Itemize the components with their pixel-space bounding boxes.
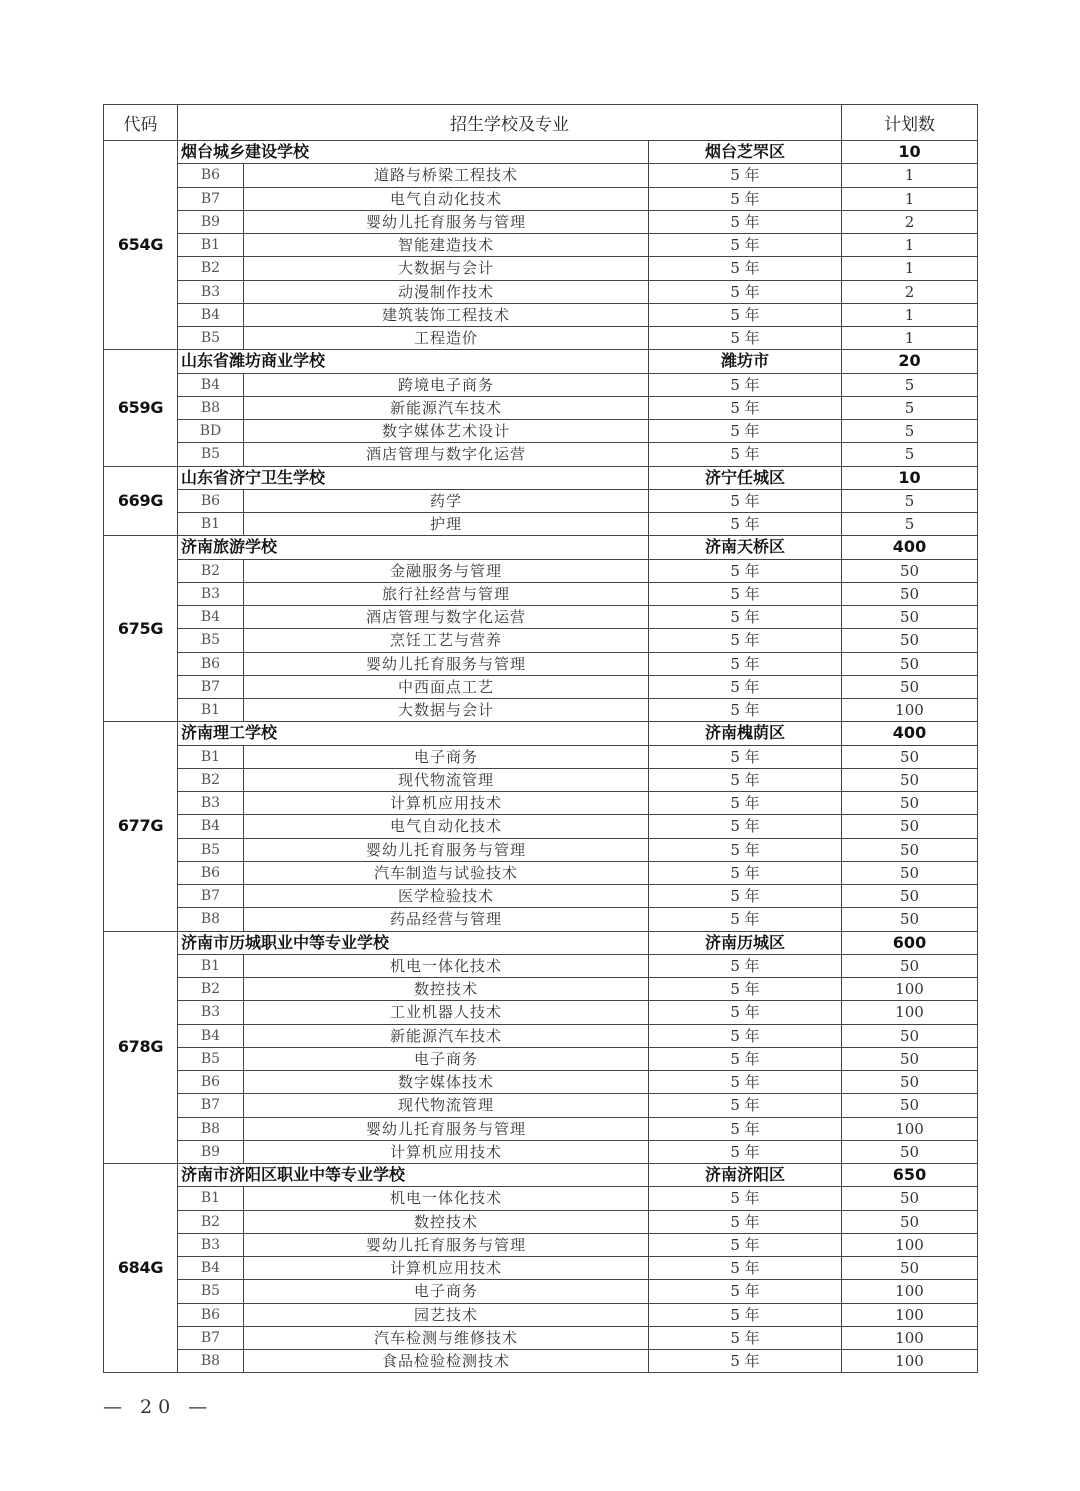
major-name: 金融服务与管理 — [244, 559, 649, 582]
major-name: 电子商务 — [244, 1047, 649, 1070]
major-code: B5 — [178, 443, 244, 466]
major-row — [104, 1303, 978, 1326]
major-row — [104, 1280, 978, 1303]
major-name: 汽车检测与维修技术 — [244, 1326, 649, 1349]
school-total: 400 — [842, 722, 978, 745]
major-duration: 5 年 — [649, 1326, 842, 1349]
school-total: 600 — [842, 931, 978, 954]
major-count: 5 — [842, 513, 978, 536]
major-name: 电子商务 — [244, 745, 649, 768]
major-count: 1 — [842, 164, 978, 187]
major-duration: 5 年 — [649, 792, 842, 815]
major-name: 电子商务 — [244, 1280, 649, 1303]
school-name: 济南旅游学校 — [178, 536, 649, 559]
major-name: 智能建造技术 — [244, 234, 649, 257]
major-name: 中西面点工艺 — [244, 675, 649, 698]
school-row — [104, 931, 978, 954]
major-code: B5 — [178, 838, 244, 861]
school-code: 669G — [104, 466, 178, 536]
major-code: B5 — [178, 629, 244, 652]
major-name: 计算机应用技术 — [244, 1257, 649, 1280]
major-row — [104, 373, 978, 396]
school-name: 济南市济阳区职业中等专业学校 — [178, 1164, 649, 1187]
major-row — [104, 1047, 978, 1070]
major-count: 2 — [842, 210, 978, 233]
major-count: 50 — [842, 1257, 978, 1280]
major-duration: 5 年 — [649, 815, 842, 838]
major-row — [104, 675, 978, 698]
major-duration: 5 年 — [649, 954, 842, 977]
major-duration: 5 年 — [649, 280, 842, 303]
major-duration: 5 年 — [649, 885, 842, 908]
major-duration: 5 年 — [649, 1350, 842, 1373]
major-row — [104, 396, 978, 419]
major-name: 大数据与会计 — [244, 257, 649, 280]
school-name: 烟台城乡建设学校 — [178, 141, 649, 164]
major-code: B5 — [178, 1047, 244, 1070]
major-row — [104, 1140, 978, 1163]
school-name: 山东省潍坊商业学校 — [178, 350, 649, 373]
major-row — [104, 187, 978, 210]
major-name: 新能源汽车技术 — [244, 1024, 649, 1047]
major-code: B7 — [178, 885, 244, 908]
major-name: 计算机应用技术 — [244, 792, 649, 815]
major-name: 数控技术 — [244, 978, 649, 1001]
major-code: B7 — [178, 187, 244, 210]
major-name: 计算机应用技术 — [244, 1140, 649, 1163]
major-duration: 5 年 — [649, 489, 842, 512]
major-name: 药学 — [244, 489, 649, 512]
major-code: B1 — [178, 954, 244, 977]
major-code: B5 — [178, 1280, 244, 1303]
major-row — [104, 234, 978, 257]
major-count: 50 — [842, 838, 978, 861]
major-count: 50 — [842, 1047, 978, 1070]
major-count: 1 — [842, 257, 978, 280]
major-name: 现代物流管理 — [244, 1094, 649, 1117]
school-code: 677G — [104, 722, 178, 931]
major-count: 50 — [842, 652, 978, 675]
major-code: B1 — [178, 745, 244, 768]
school-location: 潍坊市 — [649, 350, 842, 373]
school-code: 659G — [104, 350, 178, 466]
major-count: 50 — [842, 629, 978, 652]
major-duration: 5 年 — [649, 257, 842, 280]
major-count: 1 — [842, 303, 978, 326]
major-count: 1 — [842, 187, 978, 210]
major-duration: 5 年 — [649, 1187, 842, 1210]
major-count: 50 — [842, 885, 978, 908]
major-count: 50 — [842, 745, 978, 768]
major-duration: 5 年 — [649, 652, 842, 675]
school-row — [104, 350, 978, 373]
major-name: 数字媒体艺术设计 — [244, 420, 649, 443]
major-row — [104, 210, 978, 233]
major-row — [104, 1071, 978, 1094]
major-duration: 5 年 — [649, 1140, 842, 1163]
major-duration: 5 年 — [649, 978, 842, 1001]
major-name: 婴幼儿托育服务与管理 — [244, 1233, 649, 1256]
major-count: 50 — [842, 861, 978, 884]
major-row — [104, 745, 978, 768]
header-code: 代码 — [104, 105, 178, 141]
major-duration: 5 年 — [649, 1257, 842, 1280]
major-duration: 5 年 — [649, 699, 842, 722]
major-duration: 5 年 — [649, 1071, 842, 1094]
major-name: 工业机器人技术 — [244, 1001, 649, 1024]
major-count: 100 — [842, 1326, 978, 1349]
school-location: 济宁任城区 — [649, 466, 842, 489]
school-location: 济南槐荫区 — [649, 722, 842, 745]
major-name: 酒店管理与数字化运营 — [244, 606, 649, 629]
major-count: 50 — [842, 768, 978, 791]
major-count: 100 — [842, 1350, 978, 1373]
major-code: B8 — [178, 396, 244, 419]
major-name: 建筑装饰工程技术 — [244, 303, 649, 326]
major-name: 数控技术 — [244, 1210, 649, 1233]
major-duration: 5 年 — [649, 1280, 842, 1303]
school-row — [104, 536, 978, 559]
table-body — [104, 141, 978, 1373]
major-count: 50 — [842, 908, 978, 931]
school-name: 济南市历城职业中等专业学校 — [178, 931, 649, 954]
major-count: 5 — [842, 373, 978, 396]
major-count: 100 — [842, 699, 978, 722]
school-location: 济南济阳区 — [649, 1164, 842, 1187]
major-count: 50 — [842, 1094, 978, 1117]
major-row — [104, 629, 978, 652]
major-code: B7 — [178, 1094, 244, 1117]
major-row — [104, 513, 978, 536]
major-name: 食品检验检测技术 — [244, 1350, 649, 1373]
school-row — [104, 1164, 978, 1187]
major-row — [104, 1210, 978, 1233]
major-code: B1 — [178, 699, 244, 722]
major-count: 100 — [842, 1303, 978, 1326]
major-row — [104, 559, 978, 582]
major-code: B3 — [178, 280, 244, 303]
major-row — [104, 606, 978, 629]
major-duration: 5 年 — [649, 1303, 842, 1326]
major-name: 数字媒体技术 — [244, 1071, 649, 1094]
major-count: 50 — [842, 675, 978, 698]
major-code: B3 — [178, 1233, 244, 1256]
major-name: 婴幼儿托育服务与管理 — [244, 652, 649, 675]
major-count: 50 — [842, 792, 978, 815]
major-duration: 5 年 — [649, 629, 842, 652]
major-code: B4 — [178, 303, 244, 326]
major-duration: 5 年 — [649, 1094, 842, 1117]
major-count: 5 — [842, 489, 978, 512]
major-code: B8 — [178, 1350, 244, 1373]
major-code: B6 — [178, 861, 244, 884]
major-code: B1 — [178, 1187, 244, 1210]
major-duration: 5 年 — [649, 164, 842, 187]
major-duration: 5 年 — [649, 1117, 842, 1140]
major-duration: 5 年 — [649, 1024, 842, 1047]
major-row — [104, 861, 978, 884]
major-code: B3 — [178, 792, 244, 815]
major-code: B7 — [178, 675, 244, 698]
major-row — [104, 1350, 978, 1373]
major-duration: 5 年 — [649, 838, 842, 861]
major-row — [104, 257, 978, 280]
page-number: — 20 — — [103, 1396, 214, 1418]
major-count: 50 — [842, 582, 978, 605]
enrollment-plan-table — [103, 104, 978, 1373]
major-duration: 5 年 — [649, 396, 842, 419]
major-row — [104, 164, 978, 187]
major-duration: 5 年 — [649, 234, 842, 257]
major-name: 旅行社经营与管理 — [244, 582, 649, 605]
major-code: B7 — [178, 1326, 244, 1349]
major-name: 酒店管理与数字化运营 — [244, 443, 649, 466]
major-name: 道路与桥梁工程技术 — [244, 164, 649, 187]
major-row — [104, 1233, 978, 1256]
major-duration: 5 年 — [649, 745, 842, 768]
table-header-row — [104, 105, 978, 141]
major-count: 5 — [842, 420, 978, 443]
major-code: B2 — [178, 1210, 244, 1233]
major-code: B1 — [178, 234, 244, 257]
major-duration: 5 年 — [649, 582, 842, 605]
school-code: 654G — [104, 141, 178, 350]
major-code: B6 — [178, 164, 244, 187]
major-name: 药品经营与管理 — [244, 908, 649, 931]
major-count: 50 — [842, 1187, 978, 1210]
major-row — [104, 280, 978, 303]
major-duration: 5 年 — [649, 443, 842, 466]
major-name: 电气自动化技术 — [244, 815, 649, 838]
major-code: B2 — [178, 978, 244, 1001]
major-code: B6 — [178, 652, 244, 675]
major-duration: 5 年 — [649, 513, 842, 536]
major-name: 跨境电子商务 — [244, 373, 649, 396]
major-code: B8 — [178, 1117, 244, 1140]
major-row — [104, 815, 978, 838]
major-count: 100 — [842, 1280, 978, 1303]
major-duration: 5 年 — [649, 675, 842, 698]
major-duration: 5 年 — [649, 908, 842, 931]
major-row — [104, 1117, 978, 1140]
major-duration: 5 年 — [649, 187, 842, 210]
major-duration: 5 年 — [649, 1001, 842, 1024]
major-duration: 5 年 — [649, 1233, 842, 1256]
major-name: 工程造价 — [244, 327, 649, 350]
school-code: 678G — [104, 931, 178, 1164]
major-name: 现代物流管理 — [244, 768, 649, 791]
major-code: B2 — [178, 559, 244, 582]
major-count: 50 — [842, 1024, 978, 1047]
school-total: 10 — [842, 466, 978, 489]
major-row — [104, 1024, 978, 1047]
major-row — [104, 1094, 978, 1117]
school-code: 684G — [104, 1164, 178, 1373]
major-name: 机电一体化技术 — [244, 954, 649, 977]
major-row — [104, 582, 978, 605]
school-name: 山东省济宁卫生学校 — [178, 466, 649, 489]
major-code: B9 — [178, 1140, 244, 1163]
major-code: B4 — [178, 373, 244, 396]
major-row — [104, 699, 978, 722]
major-count: 50 — [842, 1140, 978, 1163]
major-duration: 5 年 — [649, 559, 842, 582]
school-code: 675G — [104, 536, 178, 722]
major-count: 5 — [842, 443, 978, 466]
major-count: 100 — [842, 1117, 978, 1140]
major-name: 婴幼儿托育服务与管理 — [244, 1117, 649, 1140]
major-name: 护理 — [244, 513, 649, 536]
major-count: 100 — [842, 1001, 978, 1024]
major-name: 婴幼儿托育服务与管理 — [244, 210, 649, 233]
major-name: 电气自动化技术 — [244, 187, 649, 210]
major-row — [104, 792, 978, 815]
school-total: 20 — [842, 350, 978, 373]
major-count: 50 — [842, 1210, 978, 1233]
major-row — [104, 303, 978, 326]
major-code: B6 — [178, 489, 244, 512]
major-count: 5 — [842, 396, 978, 419]
header-school-major: 招生学校及专业 — [178, 105, 842, 141]
major-row — [104, 1326, 978, 1349]
major-count: 50 — [842, 606, 978, 629]
major-row — [104, 443, 978, 466]
major-code: B6 — [178, 1303, 244, 1326]
major-code: B1 — [178, 513, 244, 536]
school-total: 400 — [842, 536, 978, 559]
major-name: 医学检验技术 — [244, 885, 649, 908]
major-code: B5 — [178, 327, 244, 350]
major-name: 汽车制造与试验技术 — [244, 861, 649, 884]
major-count: 2 — [842, 280, 978, 303]
school-total: 10 — [842, 141, 978, 164]
major-count: 50 — [842, 954, 978, 977]
school-location: 济南历城区 — [649, 931, 842, 954]
major-row — [104, 885, 978, 908]
major-name: 新能源汽车技术 — [244, 396, 649, 419]
major-row — [104, 908, 978, 931]
major-code: B2 — [178, 257, 244, 280]
major-duration: 5 年 — [649, 861, 842, 884]
major-row — [104, 954, 978, 977]
major-row — [104, 768, 978, 791]
major-duration: 5 年 — [649, 210, 842, 233]
header-count: 计划数 — [842, 105, 978, 141]
major-row — [104, 978, 978, 1001]
major-code: B2 — [178, 768, 244, 791]
major-code: B9 — [178, 210, 244, 233]
major-code: B3 — [178, 1001, 244, 1024]
major-count: 1 — [842, 234, 978, 257]
major-duration: 5 年 — [649, 1047, 842, 1070]
major-count: 1 — [842, 327, 978, 350]
major-count: 100 — [842, 978, 978, 1001]
major-count: 100 — [842, 1233, 978, 1256]
school-location: 济南天桥区 — [649, 536, 842, 559]
major-code: B4 — [178, 1024, 244, 1047]
major-row — [104, 838, 978, 861]
school-name: 济南理工学校 — [178, 722, 649, 745]
major-code: B4 — [178, 815, 244, 838]
major-row — [104, 489, 978, 512]
major-duration: 5 年 — [649, 768, 842, 791]
major-duration: 5 年 — [649, 1210, 842, 1233]
major-name: 烹饪工艺与营养 — [244, 629, 649, 652]
major-code: B8 — [178, 908, 244, 931]
major-row — [104, 1257, 978, 1280]
major-name: 大数据与会计 — [244, 699, 649, 722]
major-duration: 5 年 — [649, 420, 842, 443]
major-duration: 5 年 — [649, 303, 842, 326]
major-row — [104, 327, 978, 350]
major-code: B4 — [178, 1257, 244, 1280]
major-row — [104, 420, 978, 443]
major-row — [104, 1187, 978, 1210]
major-name: 园艺技术 — [244, 1303, 649, 1326]
major-count: 50 — [842, 559, 978, 582]
school-row — [104, 466, 978, 489]
major-name: 机电一体化技术 — [244, 1187, 649, 1210]
major-duration: 5 年 — [649, 327, 842, 350]
major-code: BD — [178, 420, 244, 443]
major-name: 婴幼儿托育服务与管理 — [244, 838, 649, 861]
major-duration: 5 年 — [649, 606, 842, 629]
major-count: 50 — [842, 815, 978, 838]
major-row — [104, 652, 978, 675]
school-row — [104, 141, 978, 164]
major-code: B6 — [178, 1071, 244, 1094]
school-row — [104, 722, 978, 745]
school-total: 650 — [842, 1164, 978, 1187]
major-code: B4 — [178, 606, 244, 629]
major-count: 50 — [842, 1071, 978, 1094]
major-duration: 5 年 — [649, 373, 842, 396]
school-location: 烟台芝罘区 — [649, 141, 842, 164]
major-name: 动漫制作技术 — [244, 280, 649, 303]
major-row — [104, 1001, 978, 1024]
major-code: B3 — [178, 582, 244, 605]
